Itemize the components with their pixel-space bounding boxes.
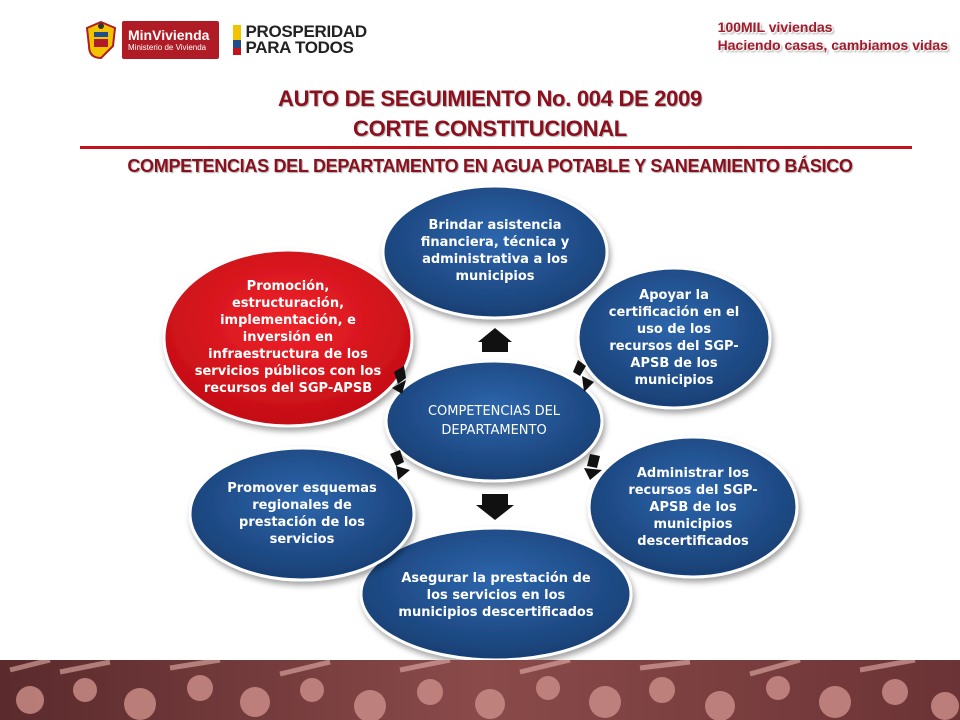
slogan-line2: Haciendo casas, cambiamos vidas — [717, 37, 948, 53]
crowd-photo-strip — [0, 660, 960, 720]
node-lower-left: Promover esquemas regionales de prestación de los servicios — [227, 481, 377, 547]
page-title-line2: CORTE CONSTITUCIONAL — [353, 116, 627, 141]
prosperidad-line2: PARA TODOS — [245, 38, 354, 57]
center-label: COMPETENCIAS DEL DEPARTAMENTO — [427, 404, 561, 438]
node-bottom: Asegurar la prestación de los servicios en los municipios descertificados — [398, 570, 594, 620]
node-top: Brindar asistencia financiera, técnica y administrativa a los municipios — [420, 218, 570, 284]
page-subtitle: COMPETENCIAS DEL DEPARTAMENTO EN AGUA POTABLE Y SANEAMIENTO BÁSICO — [127, 156, 853, 176]
arrow-down-icon — [476, 494, 514, 520]
arrow-up-icon — [478, 328, 512, 352]
node-upper-left: Promoción, estructuración, implementación, e inversión en infraestructura de los servicios públicos con los recursos del SGP-APSB — [194, 278, 382, 396]
minvivienda-name: MinVivienda — [128, 26, 210, 43]
prosperidad-line1: PROSPERIDAD — [245, 22, 367, 41]
page-title: AUTO DE SEGUIMIENTO No. 004 DE 2009 — [278, 86, 702, 111]
slogan-line1: 100MIL viviendas — [717, 19, 833, 35]
node-upper-right: Apoyar la certificación en el uso de los recursos del SGP-APSB de los municipios — [608, 288, 740, 388]
node-lower-right: Administrar los recursos del SGP-APSB de los municipios descertificados — [628, 465, 758, 549]
minvivienda-sub: Ministerio de Vivienda — [128, 42, 207, 52]
